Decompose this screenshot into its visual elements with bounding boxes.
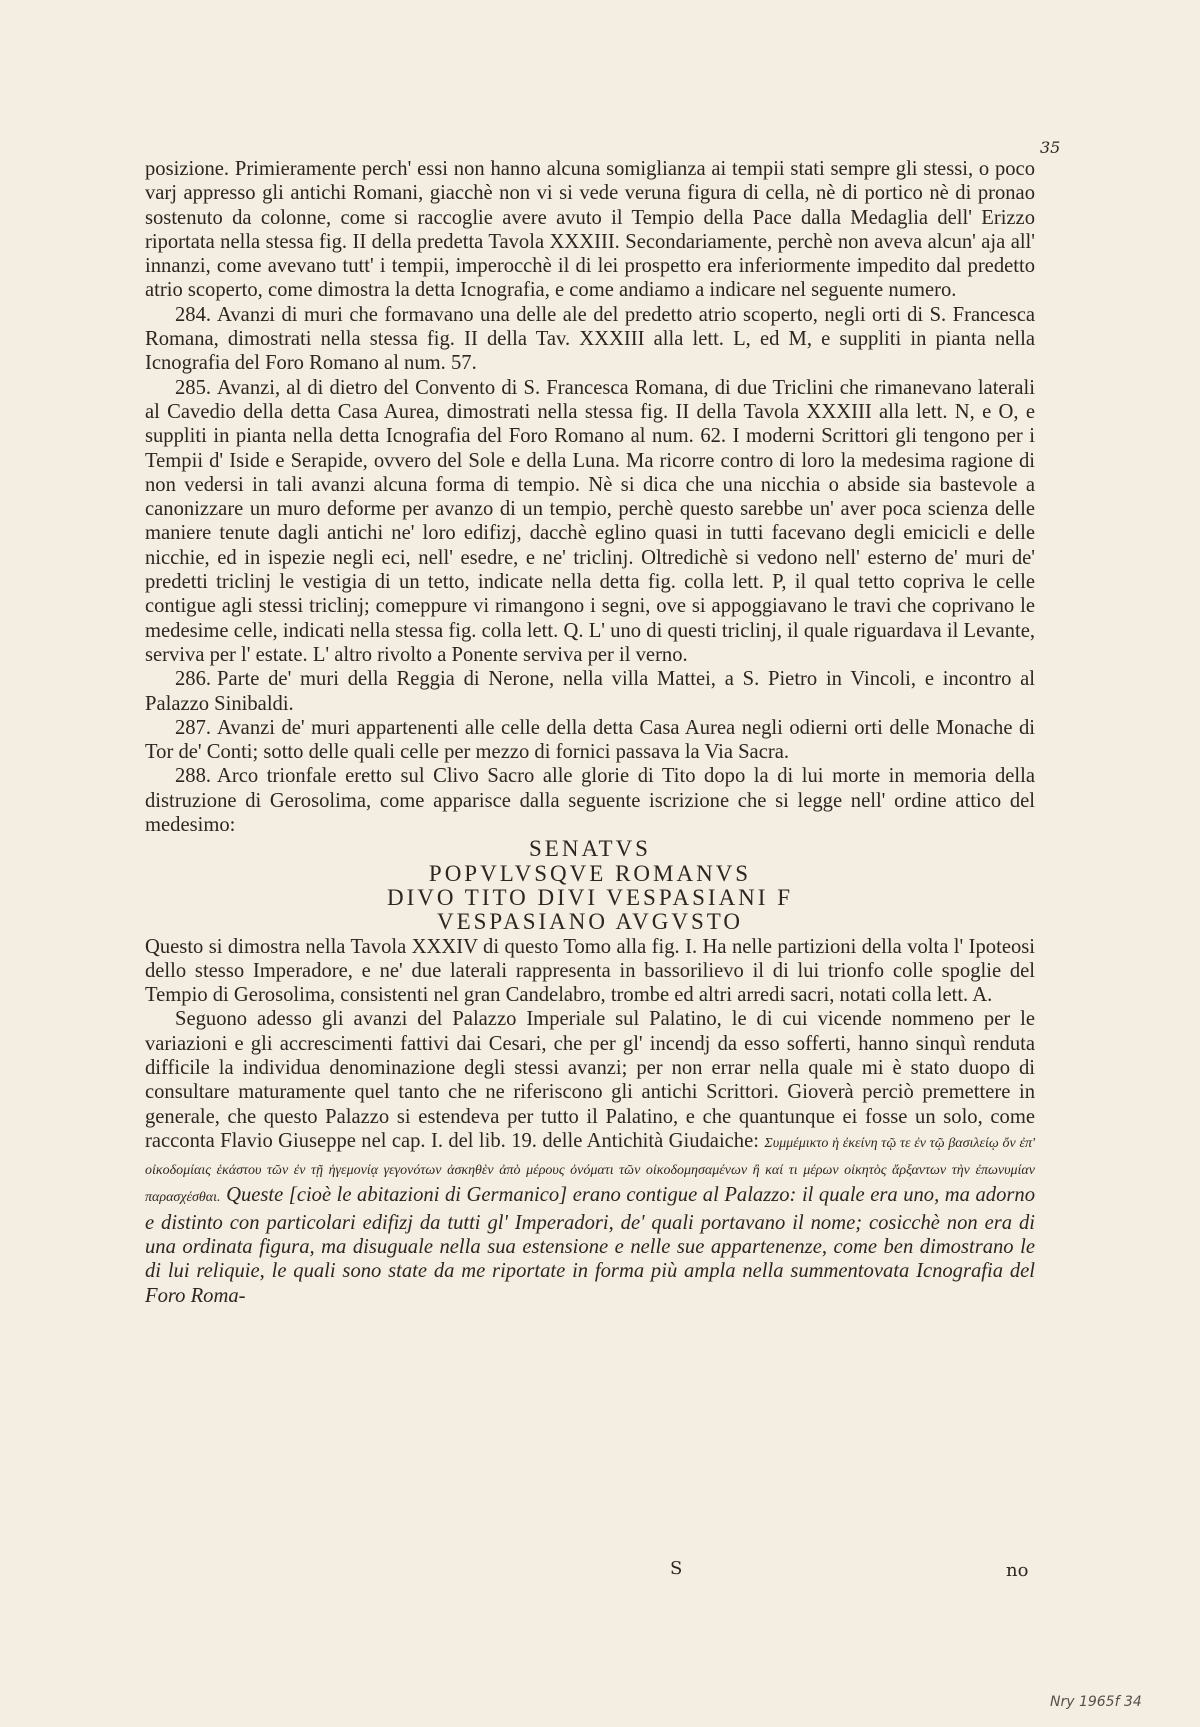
paragraph-285 <box>145 376 1035 668</box>
paragraph-text: Avanzi di muri che formavano una delle ale del predetto atrio scoperto, negli orti di S. Francesca Romana, dimostrati nella stessa fig. II della Tav. XXXIII alla lett. L, ed M, e suppliti in pianta nella Icnografia del Foro Romano al num. 57. <box>145 303 1035 375</box>
paragraph-number: 285. <box>175 376 212 399</box>
body-text <box>145 157 1035 1308</box>
paragraph-number: 288. <box>175 765 212 788</box>
paragraph-text: Arco trionfale eretto sul Clivo Sacro alle glorie di Tito dopo la di lui morte in memoria della distruzione di Gerosolima, come apparisce dalla seguente iscrizione che si legge nell' ordine attico del medesimo: <box>145 765 1035 837</box>
catchword: no <box>1006 1560 1029 1581</box>
italian-translation: Queste [cioè le abitazioni di Germanico] erano contigue al Palazzo: il quale era uno, ma adorno e distinto con particolari edifizj da tutti gl' Imperadori, de' quali portavano il nome; cosicchè non era di una ordinata figura, ma disuguale nella sua estensione e nelle sue appartenenze, come ben dimostrano le di lui reliquie, le quali sono state da me riportate in forma più ampla nella summentovata Icnografia del Foro Roma- <box>145 1184 1035 1307</box>
signature-mark: S <box>670 1558 683 1579</box>
paragraph-288 <box>145 764 1035 837</box>
inscription-line-4: VESPASIANO AVGVSTO <box>436 909 743 935</box>
greek-quotation: Συμμέμικτο ἡ ἐκείνη τῷ τε ἐν τῷ βασιλείῳ ὄν ἐπ' οἰκοδομίαις ἑκάστου τῶν ἐν τῇ ἡγεμονίᾳ γεγονότων ἀσκηθὲν ἀπὸ μέρους ὀνόματι τῶν οἰκοδομησαμένων ἢ καί τι μέρων οἰκητὸς ἄρξαντων τὴν ἐπωνυμίαν παρασχέσθαι. <box>145 1135 1036 1206</box>
paragraph-text: Avanzi, al di dietro del Convento di S. Francesca Romana, di due Triclini che rimanevano laterali al Cavedio della detta Casa Aurea, dimostrati nella stessa fig. II della Tavola XXXIII alla lett. N, e O, e suppliti in pianta nella detta Icnografia del Foro Romano al num. 62. I moderni Scrittori gli tengono per i Tempii d' Iside e Serapide, ovvero del Sole e della Luna. Ma ricorre contro di loro la medesima ragione di non vedersi in tali avanzi alcuna forma di tempio. Nè si dica che una nicchia o abside sia bastevole a canonizzare un muro deforme per avanzo di un tempio, perchè questo sarebbe un' aver poca scienza delle maniere tenute dagli antichi ne' loro edifizj, dacchè eglino quasi in tutti facevano degli emicicli e delle nicchie, ed in ispezie negli eci, nell' esedre, e ne' triclinj. Oltredichè si vedono nell' esterno de' muri de' predetti triclinj le vestigia di un tetto, indicate nella detta fig. colla lett. P, il qual tetto copriva le celle contigue agli stessi triclinj; comeppure vi rimangono i segni, ove si appoggiavano le travi che coprivano le medesime celle, indicati nella stessa fig. colla lett. Q. L' uno di questi triclinj, il quale riguardava il Levante, serviva per l' estate. L' altro rivolto a Ponente serviva per il verno. <box>145 376 1035 666</box>
paragraph-text: posizione. Primieramente perch' essi non hanno alcuna somiglianza ai tempii stati sempre gli stessi, o poco varj appresso gli antichi Romani, giacchè non vi si vede veruna figura di cella, nè di portico nè di pronao sostenuto da colonne, come si raccoglie avere avuto il Tempio della Pace dalla Medaglia dell' Erizzo riportata nella stessa fig. II della predetta Tavola XXXIII. Secondariamente, perchè non aveva alcun' aja all' innanzi, come avevano tutt' i tempii, imperocchè il di lei prospetto era inferiormente impedito dal predetto atrio scoperto, come dimostra la detta Icnografia, e come andiamo a indicare nel seguente numero. <box>145 158 1035 302</box>
inscription-line-1: SENATVS <box>529 836 651 862</box>
paragraph-286 <box>145 667 1035 716</box>
handwritten-note: Nry 1965f 34 <box>1050 1694 1142 1710</box>
paragraph-number: 286. <box>175 668 212 691</box>
paragraph-continued <box>145 157 1035 303</box>
paragraph-text: Parte de' muri della Reggia di Nerone, nella villa Mattei, a S. Pietro in Vincoli, e incontro al Palazzo Sinibaldi. <box>145 668 1035 715</box>
page-number: 35 <box>1040 138 1061 157</box>
paragraph-palatine <box>145 1007 1035 1308</box>
inscription-line-3: DIVO TITO DIVI VESPASIANI F <box>386 884 793 910</box>
paragraph-after-inscription: Questo si dimostra nella Tavola XXXIV di questo Tomo alla fig. I. Ha nelle partizioni della volta l' Ipoteosi dello stesso Imperadore, e ne' due laterali rappresenta in bassorilievo il di lui trionfo colle spoglie del Tempio di Gerosolima, consistenti nel gran Candelabro, trombe ed altri arredi sacri, notati colla lett. A. <box>145 935 1035 1007</box>
inscription-line-2: POPVLVSQVE ROMANVS <box>428 860 752 886</box>
paragraph-287 <box>145 716 1035 765</box>
paragraph-number: 287. <box>175 716 212 739</box>
paragraph-text: Avanzi de' muri appartenenti alle celle della detta Casa Aurea negli odierni orti delle Monache di Tor de' Conti; sotto delle quali celle per mezzo di fornici passava la Via Sacra. <box>145 716 1035 764</box>
paragraph-number: 284. <box>175 303 212 326</box>
paragraph-text: Seguono adesso gli avanzi del Palazzo Imperiale sul Palatino, le di cui vicende nommeno per le variazioni e gli accrescimenti fattivi dai Cesari, che per gl' incendj da esso sofferti, hanno sinquì renduta difficile la individua denominazione degli stessi avanzi; per non errar nella quale mi è stato duopo di consultare maturamente quel tanto che ne riferiscono gli antichi Scrittori. Gioverà perciò premettere in generale, che questo Palazzo si estendeva per tutto il Palatino, e che quantunque ei fosse un solo, come racconta Flavio Giuseppe nel cap. I. del lib. 19. delle Antichità Giudaiche: <box>145 1008 1035 1152</box>
paragraph-284 <box>145 303 1035 376</box>
